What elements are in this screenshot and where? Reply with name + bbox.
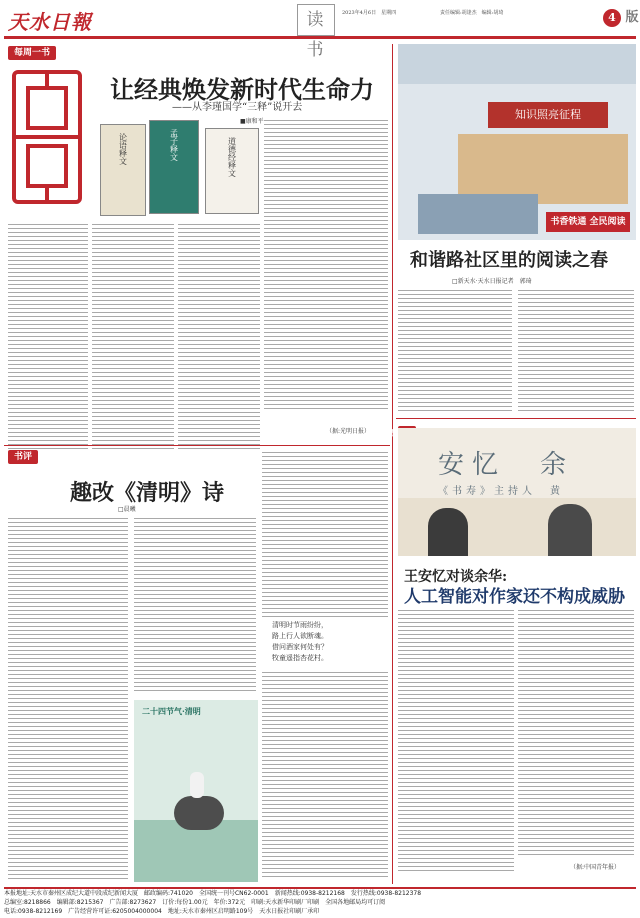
footer	[4, 887, 636, 917]
article1-text-col3	[178, 224, 260, 452]
tag-book-people: 事	[398, 426, 416, 460]
section-divider-left	[4, 445, 390, 446]
article2-title: 和谐路社区里的阅读之春	[410, 250, 608, 271]
footer-line-1: 本报地址:天水市秦州区成纪大道中段成纪新闻大厦 邮政编码:741020 全国统一刊号CN62-0001 新闻热线:0938-8212168 发行热线:0938-8212378	[4, 890, 422, 897]
qingming-illustration	[134, 700, 258, 882]
article3-author: □晨曦	[118, 506, 136, 513]
article4-title-line1: 王安忆对谈余华:	[404, 569, 508, 585]
illustration-ox	[174, 796, 224, 830]
article4-text-col2	[518, 610, 634, 856]
masthead-logo: 天水日報	[8, 10, 92, 34]
page-number-value: 4	[603, 9, 621, 27]
article1-text-col2	[92, 224, 174, 452]
library-sign: 知识照亮征程	[488, 102, 608, 128]
section-divider-right	[396, 418, 636, 419]
article2-text-col1	[398, 290, 512, 412]
article1-author: ■康和平	[240, 118, 264, 125]
book-title-3: 道德经释文	[227, 137, 237, 177]
article3-text-col3	[262, 452, 388, 618]
article4-title-line2: 人工智能对作家还不构成威胁	[404, 587, 625, 607]
backdrop-text: 安忆 余	[438, 450, 575, 480]
headline-badge: 书香铁通 全民阅读	[546, 212, 630, 232]
article3-text-col1	[8, 518, 128, 882]
book-cover-1	[100, 124, 146, 216]
reading-table	[418, 194, 538, 234]
speaker-wang-anyi	[428, 508, 468, 556]
article4-source: （据:中国青年报）	[570, 864, 621, 871]
speaker-yu-hua	[548, 504, 592, 556]
book-cover-2	[149, 120, 199, 214]
tag-book-of-week: 每周一书	[8, 46, 56, 60]
book-title-2: 孟子释文	[169, 129, 179, 161]
article3-text-col2	[134, 518, 256, 694]
book-cover-3	[205, 128, 259, 214]
article1-text-col4	[264, 120, 388, 412]
photo-caption: 《书寿》主持人 黄	[438, 486, 564, 497]
poem-line-2: 路上行人欲断魂。	[272, 632, 328, 640]
article2-text-col2	[518, 290, 634, 412]
illustration-herdboy	[190, 772, 204, 798]
poem	[272, 620, 328, 664]
footer-line-3: 电话:0938-8212169 广告经营许可证:6205004000004 地址:天水市秦州区启明路109号 天水日报社印刷厂承印	[4, 908, 320, 915]
article1-subtitle: ——从李瑾国学“三释”说开去	[172, 102, 303, 113]
article1-text-col1	[8, 224, 88, 452]
footer-line-2: 总编室:8218866 编辑部:8215367 广告部:8273627 订价:每份1.00元 年价:372元 印刷:天水新华印刷厂印刷 全国各地邮局均可订阅	[4, 899, 386, 906]
masthead-rule	[4, 36, 636, 39]
article3-title: 趣改《清明》诗	[70, 480, 225, 506]
editor-credit: 责任编辑:胡逢杰 编辑:胡琦	[440, 10, 504, 16]
article2-byline: □新天水·天水日报记者 郭琦	[452, 278, 532, 285]
dialogue-photo	[398, 428, 636, 556]
lattice-ornament	[4, 62, 90, 212]
page-number	[603, 6, 639, 27]
article1-source: （据:光明日报）	[326, 428, 371, 435]
page-suffix: 版	[625, 10, 639, 25]
article4-text-col1	[398, 610, 514, 872]
article3-text-col4	[262, 672, 388, 880]
library-ceiling	[398, 44, 636, 84]
book-title-1: 论语释文	[118, 133, 128, 165]
library-photo	[398, 44, 636, 240]
poem-line-4: 牧童遥指杏花村。	[272, 654, 328, 662]
article1-title: 让经典焕发新时代生命力	[110, 75, 374, 104]
poem-line-1: 清明时节雨纷纷，	[272, 621, 328, 629]
tag-book-review: 书评	[8, 450, 38, 464]
illustration-caption: 二十四节气·清明	[142, 706, 201, 716]
column-divider	[392, 44, 393, 884]
poem-line-3: 借问酒家何处有？	[272, 643, 328, 651]
issue-date: 2023年4月6日 星期四	[342, 10, 397, 16]
section-name: 读书	[297, 4, 335, 36]
